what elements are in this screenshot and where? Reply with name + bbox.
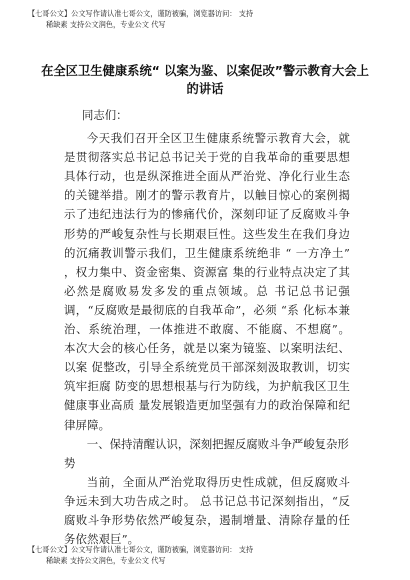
footer-notice-line-1: 【七哥公文】公文写作请认准七哥公文，谨防被骗，浏览器访问： 支持 — [28, 545, 254, 554]
section-heading-1: 一、保持清醒认识，深刻把握反腐败斗争严峻复杂形势 — [64, 436, 349, 470]
footer-notice-line-2: 稀缺素 支持公文润色，专业公文 代写 — [46, 556, 166, 565]
paragraph-intro: 今天我们召开全区卫生健康系统警示教育大会，就是贯彻落实总书记总书记关于党的自我革命的重要思想具体行动，也是纵深推进全面从严治党、净化行业生态的关键举措。刚才的警示教育片，以触目惊心的案例揭示了违纪违法行为的惨痛代价，深刻印证了反腐败斗争形势的严峻复杂性与长期艰巨性。这些发生在我们身边的沉痛教训警示我们，卫生健康系统绝非 “ 一方净土” ，权力集中、资金密集、资源富 集的行业特点决定了其必然是腐败易发多发的重点领域。总 书记总书记强调，“反腐败是最彻底的自我革命”，必须 “系 化标本兼治、系统治理，一体推进不敢腐、不能腐、不想腐”。 本次大会的核心任务，就是以案为镜鉴、以案明法纪、 以案 促整改，引导全系统党员干部深刻汲取教训，切实筑牢拒腐 防变的思想根基与行为防线，为护航我区卫生健康事业高质 量发展锻造更加坚强有力的政治保障和纪律屏障。 — [64, 131, 350, 432]
document-title: 在全区卫生健康系统“ 以案为鉴、以案促改”警示教育大会上的讲话 — [41, 64, 369, 96]
salutation: 同志们： — [82, 108, 128, 122]
paragraph-section-1: 当前，全面从严治党取得历史性成就，但反腐败斗争远未到大功告成之时。 总书记总书记深刻指出，“反腐败斗争形势依然严峻复杂，遏制增量、清除存量的任务依然艰巨”。 — [64, 474, 350, 547]
header-notice — [28, 8, 388, 30]
footer-notice — [28, 544, 388, 566]
header-notice-line-1: 【七哥公文】公文写作请认准七哥公文，谨防被骗，浏览器访问： 支持 — [28, 9, 254, 18]
header-notice-line-2: 稀缺素 支持公文润色，专业公文 代写 — [46, 20, 166, 29]
document-body — [64, 106, 350, 549]
